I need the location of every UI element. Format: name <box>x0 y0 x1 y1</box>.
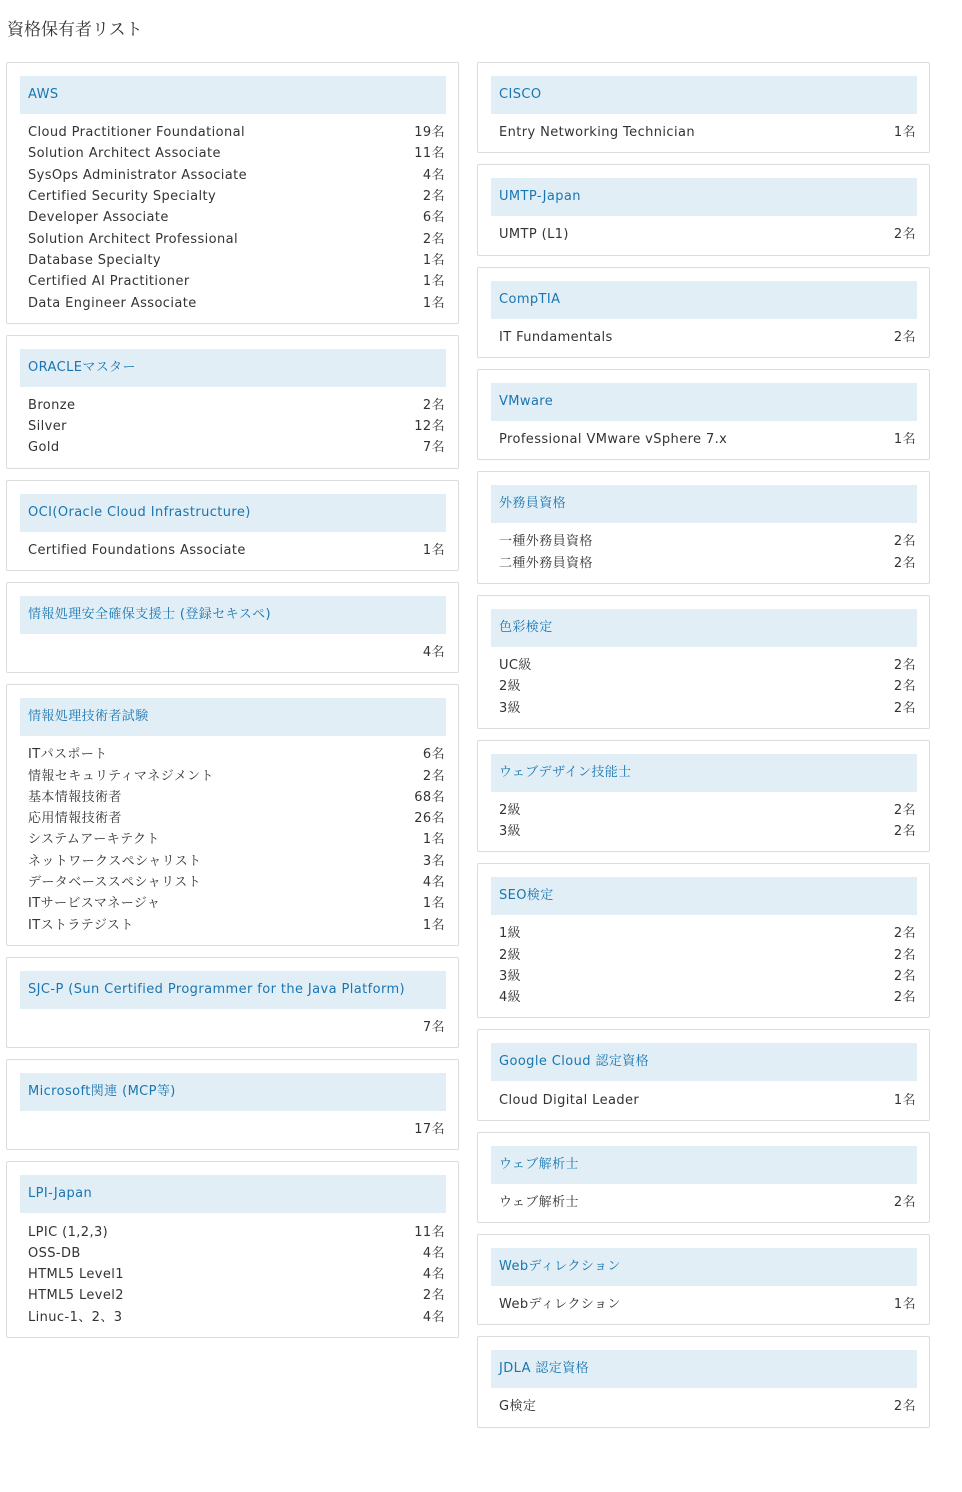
certification-row <box>28 744 446 765</box>
certification-name: 二種外務員資格 <box>499 555 593 571</box>
certification-name: LPIC (1,2,3) <box>28 1224 109 1240</box>
holder-count: 2名 <box>893 1399 916 1415</box>
card-body <box>20 634 446 663</box>
certification-name: Solution Architect Professional <box>28 231 239 247</box>
certification-row <box>499 676 917 697</box>
certification-card <box>477 740 930 853</box>
holder-count: 1名 <box>422 917 445 933</box>
certification-row <box>499 224 917 245</box>
holder-count: 26名 <box>414 811 445 827</box>
holder-count: 2名 <box>893 824 916 840</box>
card-title: UMTP-Japan <box>491 178 917 216</box>
certification-row <box>28 1221 446 1242</box>
certification-card <box>6 582 459 673</box>
certification-name: Certified Foundations Associate <box>28 542 246 558</box>
left-column <box>6 62 459 1349</box>
holder-count: 2名 <box>893 679 916 695</box>
card-title: SJC-P (Sun Certified Programmer for the Java Platform) <box>20 971 446 1009</box>
certification-row <box>28 642 446 663</box>
certification-row <box>28 915 446 936</box>
certification-card <box>6 684 459 946</box>
card-body <box>491 216 917 245</box>
certification-name: 1級 <box>499 926 522 942</box>
card-body <box>491 421 917 450</box>
certification-row <box>499 531 917 552</box>
card-title: 色彩検定 <box>491 609 917 647</box>
certification-name: Cloud Practitioner Foundational <box>28 125 245 141</box>
certification-row <box>28 250 446 271</box>
certification-name: SysOps Administrator Associate <box>28 167 248 183</box>
certification-card <box>477 369 930 460</box>
holder-count: 1名 <box>893 432 916 448</box>
certification-row <box>28 829 446 850</box>
holder-count: 1名 <box>893 1297 916 1313</box>
certification-name: 3級 <box>499 824 522 840</box>
holder-count: 4名 <box>422 167 445 183</box>
card-body <box>491 1184 917 1213</box>
certification-card <box>6 335 459 469</box>
certification-card <box>477 1029 930 1120</box>
holder-count: 2名 <box>893 700 916 716</box>
certification-row <box>499 1396 917 1417</box>
holder-count: 7名 <box>422 440 445 456</box>
holder-count: 19名 <box>414 125 445 141</box>
card-title: Google Cloud 認定資格 <box>491 1043 917 1081</box>
certification-name: Linuc-1、2、3 <box>28 1309 123 1325</box>
certification-row <box>28 207 446 228</box>
certification-row <box>28 893 446 914</box>
certification-row <box>28 1264 446 1285</box>
certification-name: データベーススペシャリスト <box>28 875 202 891</box>
card-title: LPI-Japan <box>20 1175 446 1213</box>
certification-row <box>499 655 917 676</box>
certification-row <box>28 851 446 872</box>
certification-row <box>28 437 446 458</box>
card-title: OCI(Oracle Cloud Infrastructure) <box>20 494 446 532</box>
card-title: 外務員資格 <box>491 485 917 523</box>
certification-name: G検定 <box>499 1399 537 1415</box>
certification-row <box>499 122 917 143</box>
certification-card <box>477 62 930 153</box>
certification-card <box>477 595 930 729</box>
holder-count: 1名 <box>422 274 445 290</box>
certification-name: ITストラテジスト <box>28 917 134 933</box>
holder-count: 4名 <box>422 1309 445 1325</box>
certification-name: 2級 <box>499 802 522 818</box>
certification-name: 4級 <box>499 990 522 1006</box>
certification-card <box>6 1059 459 1150</box>
certification-name: Developer Associate <box>28 210 169 226</box>
holder-count: 2名 <box>893 990 916 1006</box>
card-title: ウェブ解析士 <box>491 1146 917 1184</box>
card-body <box>20 387 446 459</box>
holder-count: 6名 <box>422 210 445 226</box>
certification-card <box>477 863 930 1018</box>
certification-row <box>28 1017 446 1038</box>
certification-name: Entry Networking Technician <box>499 125 695 141</box>
certification-row <box>28 1307 446 1328</box>
holder-count: 2名 <box>893 969 916 984</box>
certification-name: ITサービスマネージャ <box>28 896 161 912</box>
card-title: JDLA 認定資格 <box>491 1350 917 1388</box>
holder-count: 17名 <box>414 1122 445 1138</box>
certification-card <box>6 62 459 324</box>
right-column <box>477 62 930 1439</box>
holder-count: 1名 <box>422 832 445 848</box>
card-title: ウェブデザイン技能士 <box>491 754 917 792</box>
certification-row <box>499 1089 917 1110</box>
certification-name: 2級 <box>499 679 522 695</box>
page-title: 資格保有者リスト <box>7 20 143 40</box>
holder-count: 1名 <box>893 125 916 141</box>
certification-name: Certified AI Practitioner <box>28 274 190 290</box>
certification-name: 2級 <box>499 947 522 963</box>
certification-name: システムアーキテクト <box>28 832 160 848</box>
certification-name: Gold <box>28 440 60 456</box>
certification-name: 一種外務員資格 <box>499 534 593 550</box>
certification-name: Certified Security Specialty <box>28 189 217 205</box>
card-title: 情報処理技術者試験 <box>20 698 446 736</box>
certification-row <box>28 228 446 249</box>
certification-name: ITパスポート <box>28 747 108 763</box>
card-title: CompTIA <box>491 281 917 319</box>
certification-name: 基本情報技術者 <box>28 789 122 805</box>
certification-name: HTML5 Level1 <box>28 1267 124 1283</box>
card-body <box>491 647 917 719</box>
holder-count: 4名 <box>422 645 445 660</box>
certification-row <box>28 292 446 313</box>
card-title: Webディレクション <box>491 1248 917 1286</box>
certification-name: OSS-DB <box>28 1245 81 1261</box>
certification-name: UMTP (L1) <box>499 227 569 243</box>
certification-row <box>499 821 917 842</box>
certification-name: Bronze <box>28 397 76 413</box>
certification-row <box>28 808 446 829</box>
holder-count: 3名 <box>422 853 445 869</box>
certification-row <box>499 800 917 821</box>
certification-row <box>28 540 446 561</box>
holder-count: 2名 <box>422 189 445 205</box>
holder-count: 7名 <box>422 1019 445 1035</box>
holder-count: 11名 <box>414 146 445 162</box>
certification-row <box>499 552 917 573</box>
holder-count: 68名 <box>414 789 445 805</box>
holder-count: 2名 <box>422 768 445 784</box>
card-body <box>20 736 446 936</box>
certification-row <box>499 923 917 944</box>
certification-name: ネットワークスペシャリスト <box>28 853 202 869</box>
certification-name: Data Engineer Associate <box>28 295 197 311</box>
certification-row <box>499 945 917 966</box>
card-body <box>491 1081 917 1110</box>
card-body <box>491 114 917 143</box>
certification-row <box>28 271 446 292</box>
holder-count: 1名 <box>422 252 445 268</box>
certification-row <box>28 1285 446 1306</box>
holder-count: 2名 <box>893 534 916 550</box>
certification-card <box>477 1234 930 1325</box>
certification-name: UC級 <box>499 657 532 673</box>
certification-name: Cloud Digital Leader <box>499 1092 640 1108</box>
certification-card <box>6 957 459 1048</box>
certification-row <box>499 966 917 987</box>
holder-count: 1名 <box>422 295 445 311</box>
certification-row <box>28 1119 446 1140</box>
certification-row <box>499 697 917 718</box>
card-body <box>20 114 446 314</box>
card-body <box>20 532 446 561</box>
holder-count: 12名 <box>414 419 445 435</box>
card-title: ORACLEマスター <box>20 349 446 387</box>
holder-count: 2名 <box>893 329 916 345</box>
certification-card <box>477 267 930 358</box>
holder-count: 2名 <box>893 657 916 673</box>
certification-name: 応用情報技術者 <box>28 811 122 827</box>
certification-row <box>28 395 446 416</box>
card-body <box>491 915 917 1008</box>
card-body <box>491 1388 917 1417</box>
certification-name: Professional VMware vSphere 7.x <box>499 432 728 448</box>
holder-count: 2名 <box>422 1288 445 1304</box>
certification-row <box>499 1294 917 1315</box>
certification-name: IT Fundamentals <box>499 329 613 345</box>
certification-card <box>6 480 459 571</box>
card-title: 情報処理安全確保支援士 (登録セキスペ) <box>20 596 446 634</box>
holder-count: 2名 <box>893 1194 916 1210</box>
holder-count: 2名 <box>422 231 445 247</box>
holder-count: 2名 <box>893 555 916 571</box>
certification-name: HTML5 Level2 <box>28 1288 124 1304</box>
holder-count: 11名 <box>414 1224 445 1240</box>
certification-row <box>28 143 446 164</box>
certification-row <box>499 327 917 348</box>
card-body <box>491 523 917 574</box>
holder-count: 1名 <box>422 542 445 558</box>
holder-count: 4名 <box>422 1267 445 1283</box>
certification-row <box>28 165 446 186</box>
certification-row <box>499 429 917 450</box>
certification-name: 情報セキュリティマネジメント <box>28 768 214 784</box>
certification-name: 3級 <box>499 969 522 984</box>
certification-row <box>499 987 917 1008</box>
certification-card <box>477 164 930 255</box>
holder-count: 2名 <box>893 947 916 963</box>
card-title: CISCO <box>491 76 917 114</box>
certification-name: Database Specialty <box>28 252 161 268</box>
holder-count: 2名 <box>893 802 916 818</box>
certification-name: Webディレクション <box>499 1297 621 1313</box>
card-body <box>20 1009 446 1038</box>
certification-name: Solution Architect Associate <box>28 146 221 162</box>
card-title: SEO検定 <box>491 877 917 915</box>
card-title: Microsoft関連 (MCP等) <box>20 1073 446 1111</box>
holder-count: 6名 <box>422 747 445 763</box>
holder-count: 2名 <box>893 926 916 942</box>
holder-count: 4名 <box>422 1245 445 1261</box>
holder-count: 2名 <box>422 397 445 413</box>
certification-card <box>477 1132 930 1223</box>
card-body <box>20 1111 446 1140</box>
holder-count: 1名 <box>893 1092 916 1108</box>
certification-row <box>499 1192 917 1213</box>
certification-card <box>477 1336 930 1427</box>
card-title: AWS <box>20 76 446 114</box>
certification-row <box>28 416 446 437</box>
certification-name: ウェブ解析士 <box>499 1194 579 1210</box>
card-body <box>491 1286 917 1315</box>
card-body <box>20 1213 446 1327</box>
certification-row <box>28 1243 446 1264</box>
holder-count: 2名 <box>893 227 916 243</box>
card-body <box>491 792 917 843</box>
certification-row <box>28 765 446 786</box>
certification-name: Silver <box>28 419 67 435</box>
card-title: VMware <box>491 383 917 421</box>
holder-count: 1名 <box>422 896 445 912</box>
certification-card <box>6 1161 459 1337</box>
certification-row <box>28 787 446 808</box>
certification-row <box>28 122 446 143</box>
certification-name: 3級 <box>499 700 522 716</box>
holder-count: 4名 <box>422 875 445 891</box>
card-body <box>491 319 917 348</box>
certification-card <box>477 471 930 584</box>
certification-row <box>28 872 446 893</box>
certification-row <box>28 186 446 207</box>
